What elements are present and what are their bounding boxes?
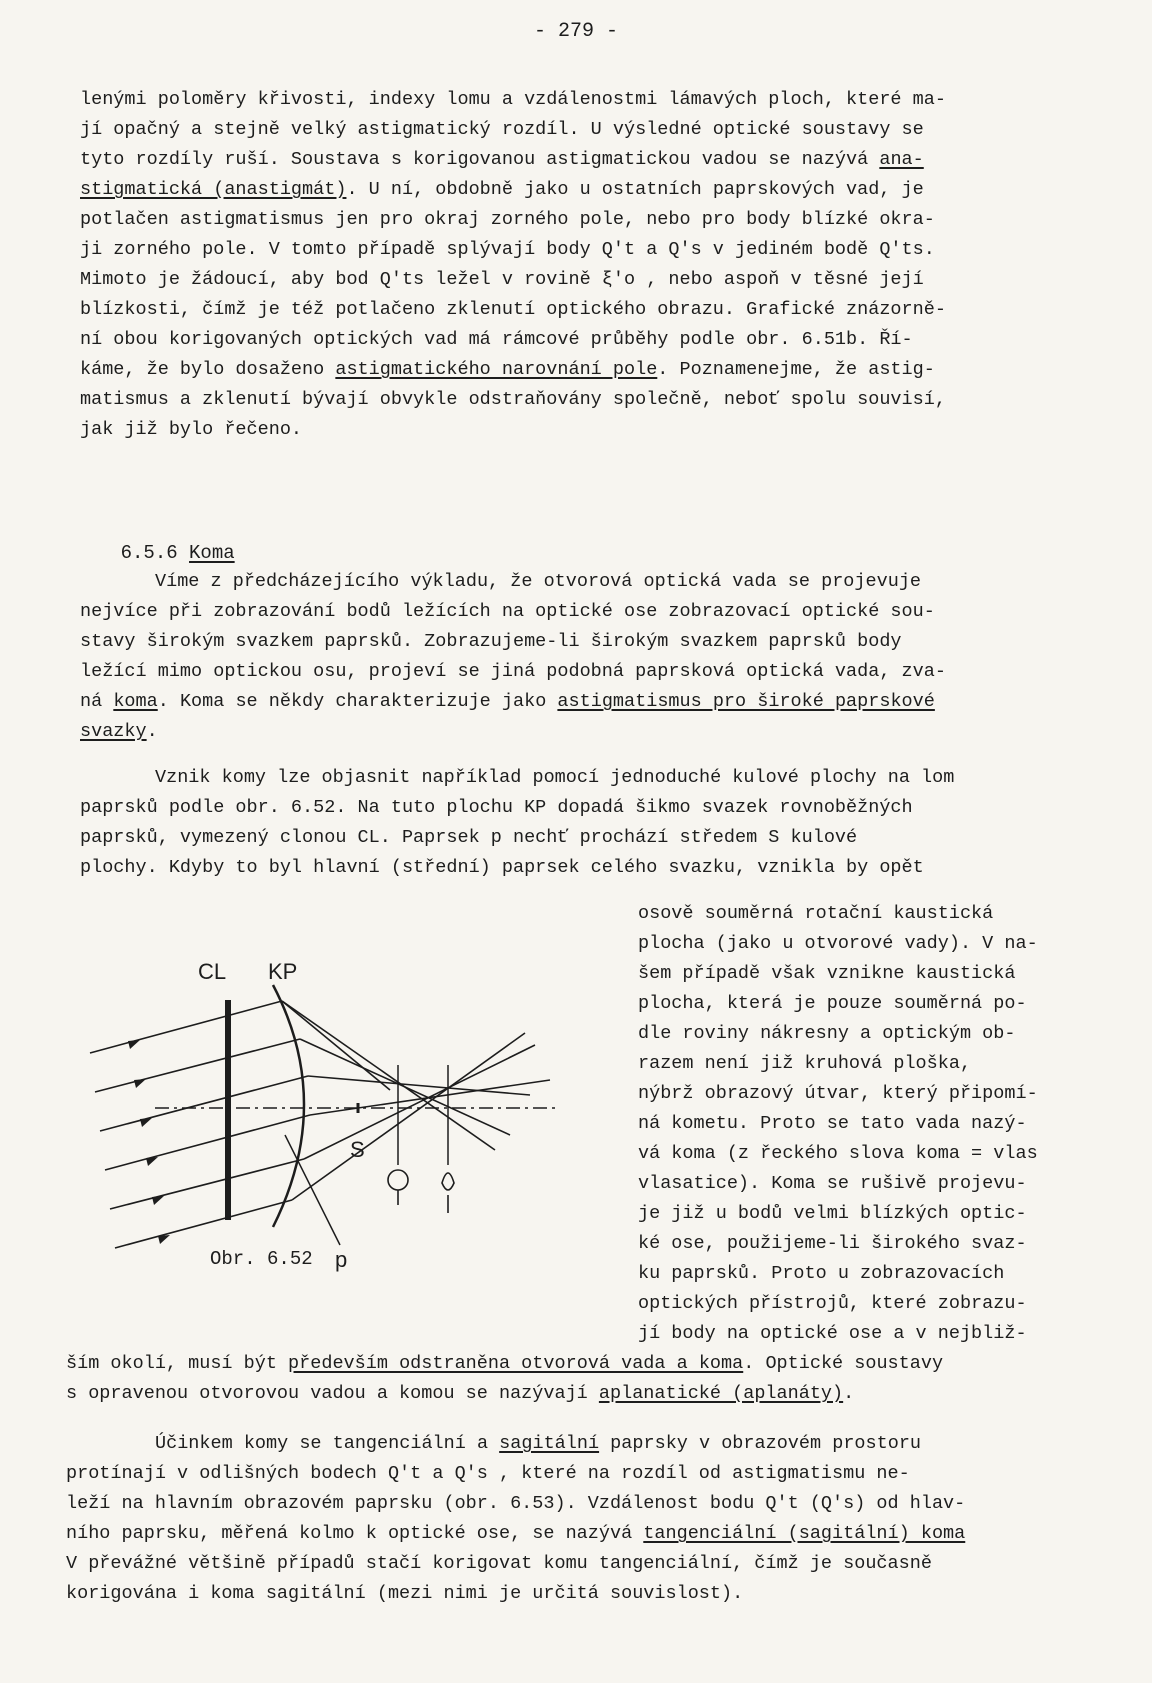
text-line: matismus a zklenutí bývají obvykle odstraňovány společně, neboť spolu souvisí, xyxy=(80,389,946,410)
text-line: tyto rozdíly ruší. Soustava s korigovanou astigmatickou vadou se nazývá ana- xyxy=(80,149,924,170)
text-line: nejvíce při zobrazování bodů ležících na optické ose zobrazovací optické sou- xyxy=(80,601,935,622)
text-line: nýbrž obrazový útvar, který připomí- xyxy=(638,1083,1038,1104)
text-line: šem případě však vznikne kaustická xyxy=(638,963,1016,984)
text-line: ké ose, použijeme-li širokého svaz- xyxy=(638,1233,1027,1254)
ray-arrowheads xyxy=(128,1040,170,1244)
page-number: - 279 - xyxy=(533,20,618,43)
text-line: je již u bodů velmi blízkých optic- xyxy=(638,1203,1027,1224)
text-line: stavy širokým svazkem paprsků. Zobrazujeme-li širokým svazkem paprsků body xyxy=(80,631,902,652)
text-line: ji zorného pole. V tomto případě splývají body Q′t a Q′s v jediném bodě Q′ts. xyxy=(80,239,935,260)
text-line: vlasatice). Koma se rušivě projevu- xyxy=(638,1173,1027,1194)
label-p: p xyxy=(335,1247,348,1272)
coma-shapes xyxy=(388,1170,454,1213)
text-line: potlačen astigmatismus jen pro okraj zorného pole, nebo pro body blízké okra- xyxy=(80,209,935,230)
figure-caption: Obr. 6.52 xyxy=(210,1248,313,1270)
text-line: V převážné většině případů stačí korigovat komu tangenciální, čímž je současně xyxy=(66,1553,932,1574)
text-line: Víme z předcházejícího výkladu, že otvorová optická vada se projevuje xyxy=(155,571,922,592)
text-line: paprsků, vymezený clonou CL. Paprsek p nechť prochází středem S kulové xyxy=(80,827,858,848)
text-line: razem není již kruhová ploška, xyxy=(638,1053,972,1074)
text-line: stigmatická (anastigmát). U ní, obdobně jako u ostatních paprskových vad, je xyxy=(80,179,924,200)
text-line: leží na hlavním obrazovém paprsku (obr. 6.53). Vzdálenost bodu Q′t (Q′s) od hlav- xyxy=(66,1493,966,1514)
text-line: ní obou korigovaných optických vad má rámcové průběhy podle obr. 6.51b. Ří- xyxy=(80,329,913,350)
label-cl: CL xyxy=(198,959,227,984)
text-line: ná koma. Koma se někdy charakterizuje jako astigmatismus pro široké paprskové xyxy=(80,691,935,712)
refracted-rays xyxy=(282,1001,550,1200)
text-line: lenými poloměry křivosti, indexy lomu a vzdálenostmi lámavých ploch, které ma- xyxy=(80,89,946,110)
spherical-surface xyxy=(273,985,304,1227)
text-line: jí opačný a stejně velký astigmatický rozdíl. U výsledné optické soustavy se xyxy=(80,119,924,140)
text-line: korigována i koma sagitální (mezi nimi je určitá souvislost). xyxy=(66,1583,744,1604)
section-title: Koma xyxy=(189,542,235,564)
label-kp: KP xyxy=(268,959,298,984)
text-line: svazky. xyxy=(80,721,158,742)
text-line: ku paprsků. Proto u zobrazovacích xyxy=(638,1263,1005,1284)
text-line: protínají v odlišných bodech Q′t a Q′s , které na rozdíl od astigmatismu ne- xyxy=(66,1463,910,1484)
text-line: ná kometu. Proto se tato vada nazý- xyxy=(638,1113,1027,1134)
text-line: káme, že bylo dosaženo astigmatického narovnání pole. Poznamenejme, že astig- xyxy=(80,359,935,380)
incident-rays xyxy=(90,1001,310,1248)
text-line: blízkosti, čímž je též potlačeno zklenutí optického obrazu. Grafické znázorně- xyxy=(80,299,946,320)
text-line: s opravenou otvorovou vadou a komou se nazývají aplanatické (aplanáty). xyxy=(66,1383,855,1404)
label-s: S xyxy=(350,1137,365,1162)
text-line: plocha, která je pouze souměrná po- xyxy=(638,993,1027,1014)
figure-coma-diagram xyxy=(80,945,600,1295)
text-line: plochy. Kdyby to byl hlavní (střední) paprsek celého svazku, vznikla by opět xyxy=(80,857,924,878)
text-line: Vznik komy lze objasnit například pomocí jednoduché kulové plochy na lom xyxy=(155,767,955,788)
text-line: jak již bylo řečeno. xyxy=(80,419,303,440)
text-line: vá koma (z řeckého slova koma = vlas xyxy=(638,1143,1038,1164)
text-line: ležící mimo optickou osu, projeví se jiná podobná paprsková optická vada, zva- xyxy=(80,661,946,682)
ray-p-pointer xyxy=(285,1135,340,1245)
text-line: ního paprsku, měřená kolmo k optické ose, se nazývá tangenciální (sagitální) koma xyxy=(66,1523,966,1544)
text-line: paprsků podle obr. 6.52. Na tuto plochu KP dopadá šikmo svazek rovnoběžných xyxy=(80,797,913,818)
text-line: Účinkem komy se tangenciální a sagitální paprsky v obrazovém prostoru xyxy=(155,1433,922,1454)
text-line: dle roviny nákresny a optickým ob- xyxy=(638,1023,1016,1044)
text-line: Mimoto je žádoucí, aby bod Q′ts ležel v rovině ξ′o , nebo aspoň v těsné její xyxy=(80,269,924,290)
text-line: plocha (jako u otvorové vady). V na- xyxy=(638,933,1038,954)
section-number: 6.5.6 xyxy=(120,542,178,564)
text-line: osově souměrná rotační kaustická xyxy=(638,903,994,924)
text-line: ším okolí, musí být především odstraněna otvorová vada a koma. Optické soustavy xyxy=(66,1353,944,1374)
text-line: optických přístrojů, které zobrazu- xyxy=(638,1293,1027,1314)
text-line: jí body na optické ose a v nejbliž- xyxy=(638,1323,1027,1344)
